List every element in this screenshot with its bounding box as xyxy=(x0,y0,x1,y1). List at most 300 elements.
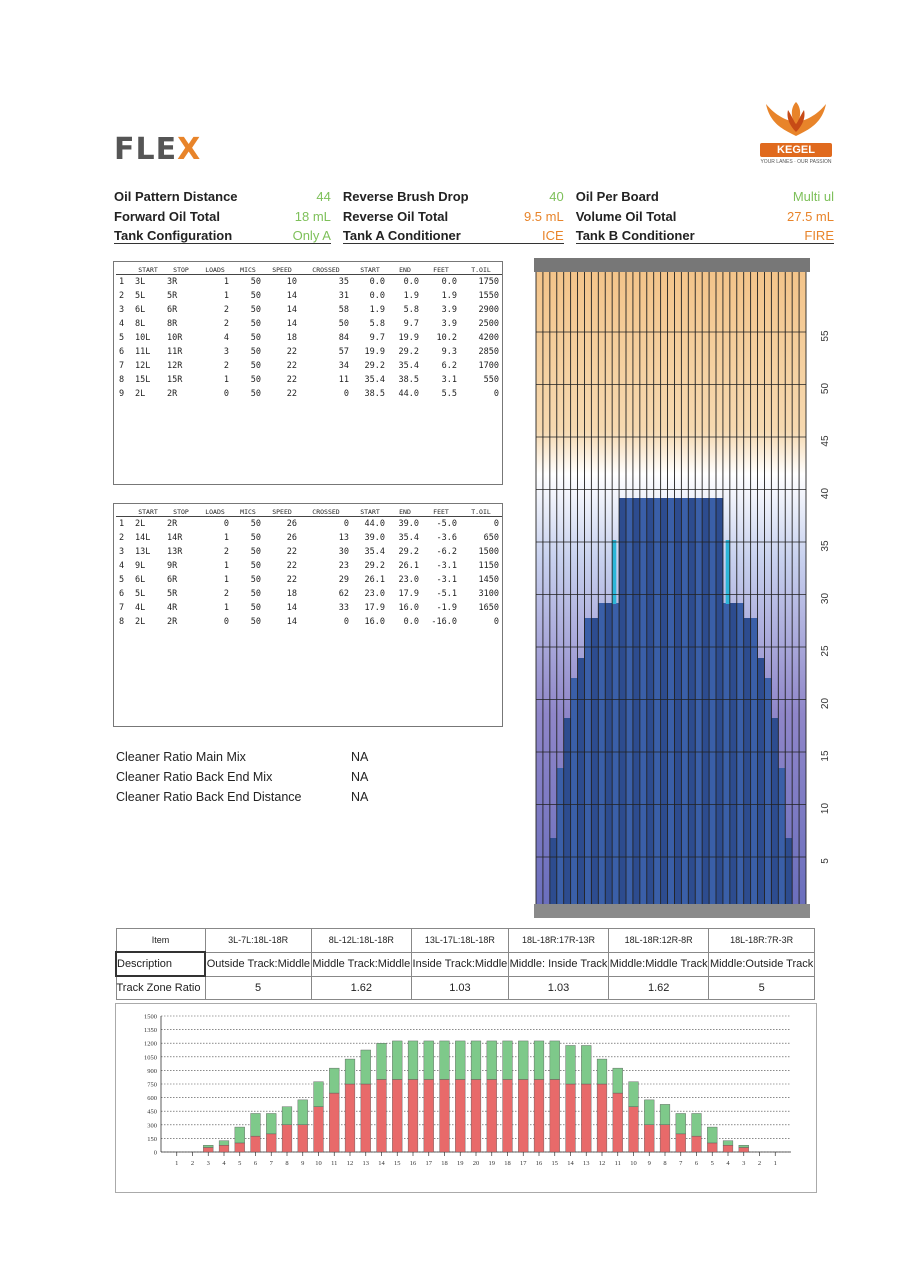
column-header: END xyxy=(388,266,422,275)
cleaner-label: Cleaner Ratio Back End Distance xyxy=(116,790,302,804)
table-cell: 1750 xyxy=(478,277,499,287)
table-row xyxy=(116,559,502,573)
summary-cell xyxy=(114,189,331,204)
ratio-value: 1.62 xyxy=(311,976,411,1000)
bar-segment xyxy=(329,1093,339,1152)
bar-segment xyxy=(487,1079,497,1152)
bar-segment xyxy=(408,1079,418,1152)
x-tick-label: 7 xyxy=(269,1160,273,1167)
bar-segment xyxy=(644,1125,654,1152)
x-tick-label: 20 xyxy=(472,1160,480,1167)
oil-distribution-chart xyxy=(115,1003,817,1193)
x-tick-label: 19 xyxy=(457,1160,464,1167)
column-header: CROSSED xyxy=(300,508,352,517)
table-cell: 0 xyxy=(493,389,499,399)
table-cell: 2 xyxy=(223,319,229,329)
table-cell: 2 xyxy=(223,547,229,557)
table-cell: 13L xyxy=(135,547,151,557)
column-header: FEET xyxy=(422,508,460,517)
table-cell: 0 xyxy=(223,519,229,529)
oil-board-segment xyxy=(737,603,744,904)
oil-board-segment xyxy=(702,498,709,904)
table-cell: 7 xyxy=(119,361,125,371)
x-tick-label: 10 xyxy=(315,1160,322,1167)
bar-segment xyxy=(298,1100,308,1125)
oil-board-segment xyxy=(605,603,612,904)
table-cell: 15L xyxy=(135,375,151,385)
table-cell: 50 xyxy=(250,547,261,557)
bar-segment xyxy=(566,1045,576,1084)
bar-segment xyxy=(550,1041,560,1080)
oil-board-segment xyxy=(661,498,668,904)
table-cell: 2L xyxy=(135,519,146,529)
oil-board-segment xyxy=(654,498,661,904)
table-cell: 1.9 xyxy=(441,291,457,301)
summary-cell xyxy=(576,209,834,224)
cleaner-value: NA xyxy=(351,750,369,764)
table-cell: 29.2 xyxy=(398,547,419,557)
table-cell: 50 xyxy=(250,319,261,329)
ratio-value-label: Track Zone Ratio xyxy=(116,976,205,1000)
ratio-value: 1.62 xyxy=(609,976,709,1000)
bar-segment xyxy=(392,1041,402,1080)
table-cell: 33 xyxy=(338,603,349,613)
bar-segment xyxy=(266,1134,276,1152)
table-cell: 0.0 xyxy=(369,277,385,287)
table-cell: 0 xyxy=(223,389,229,399)
table-cell: 29.2 xyxy=(398,347,419,357)
bar-segment xyxy=(471,1079,481,1152)
x-tick-label: 8 xyxy=(663,1160,667,1167)
table-cell: 6R xyxy=(167,305,178,315)
table-cell: 1700 xyxy=(478,361,499,371)
table-cell: 4 xyxy=(119,319,125,329)
column-header: FEET xyxy=(422,266,460,275)
table-cell: 22 xyxy=(286,361,297,371)
summary-row xyxy=(114,186,834,206)
table-cell: 50 xyxy=(250,561,261,571)
table-cell: 35.4 xyxy=(364,375,385,385)
table-cell: 50 xyxy=(250,333,261,343)
column-header: MICS xyxy=(232,266,264,275)
oil-board-segment xyxy=(626,498,633,904)
distance-label: 40 xyxy=(820,487,831,500)
ratio-value: 1.03 xyxy=(508,976,608,1000)
x-tick-label: 4 xyxy=(222,1160,226,1167)
bar-segment xyxy=(251,1136,261,1152)
forward-oil-table xyxy=(113,261,503,485)
flex-logo: FLEX xyxy=(114,132,202,167)
bar-segment xyxy=(723,1141,733,1146)
column-header: START xyxy=(352,508,388,517)
column-header: START xyxy=(132,508,164,517)
table-cell: 22 xyxy=(286,561,297,571)
bar-segment xyxy=(534,1079,544,1152)
bar-segment xyxy=(739,1145,749,1147)
summary-cell xyxy=(114,209,331,224)
column-header: SPEED xyxy=(264,266,300,275)
table-cell: 17.9 xyxy=(398,589,419,599)
ratio-item-label: Item xyxy=(116,929,205,953)
x-tick-label: 1 xyxy=(773,1160,777,1167)
table-cell: 1 xyxy=(223,561,229,571)
x-tick-label: 10 xyxy=(630,1160,637,1167)
ratio-description: Middle:Outside Track xyxy=(709,952,815,976)
x-tick-label: 12 xyxy=(598,1160,606,1167)
table-cell: 2L xyxy=(135,617,146,627)
table-cell: 5.8 xyxy=(403,305,419,315)
table-cell: 4200 xyxy=(478,333,499,343)
table-cell: 3100 xyxy=(478,589,499,599)
oil-board-segment xyxy=(695,498,702,904)
table-cell: 1500 xyxy=(478,547,499,557)
bar-segment xyxy=(597,1059,607,1084)
table-cell: 5R xyxy=(167,291,178,301)
table-cell: 2850 xyxy=(478,347,499,357)
bar-segment xyxy=(660,1125,670,1152)
summary-label: Reverse Oil Total xyxy=(342,208,449,224)
table-cell: 0 xyxy=(343,617,349,627)
distance-label: 5 xyxy=(820,858,831,864)
table-cell: 16.0 xyxy=(398,603,419,613)
table-cell: 5R xyxy=(167,589,178,599)
cleaner-ratios xyxy=(116,750,368,810)
table-row xyxy=(116,601,502,615)
bar-segment xyxy=(361,1084,371,1152)
oil-board-segment xyxy=(751,618,758,904)
bar-segment xyxy=(629,1107,639,1152)
summary-row xyxy=(114,206,834,226)
x-tick-label: 3 xyxy=(742,1160,746,1167)
oil-board-segment xyxy=(771,718,778,904)
table-cell: 14L xyxy=(135,533,151,543)
oil-board-segment xyxy=(647,498,654,904)
table-cell: -6.2 xyxy=(436,547,457,557)
table-cell: 57 xyxy=(338,347,349,357)
bar-segment xyxy=(440,1041,450,1080)
table-cell: -3.1 xyxy=(436,575,457,585)
table-cell: 23.0 xyxy=(398,575,419,585)
table-cell: 5.8 xyxy=(369,319,385,329)
table-cell: 1 xyxy=(119,519,125,529)
table-cell: 50 xyxy=(250,603,261,613)
cleaner-row xyxy=(116,790,368,810)
summary-cell xyxy=(343,189,564,204)
column-header: LOADS xyxy=(198,266,232,275)
table-cell: 9R xyxy=(167,561,178,571)
distance-label: 10 xyxy=(820,802,831,815)
bar-segment xyxy=(566,1084,576,1152)
table-row xyxy=(116,303,502,317)
table-cell: 5.5 xyxy=(441,389,457,399)
x-tick-label: 14 xyxy=(567,1160,574,1167)
table-cell: 22 xyxy=(286,347,297,357)
table-cell: 11 xyxy=(338,375,349,385)
y-tick-label: 0 xyxy=(153,1149,157,1157)
oil-board-segment xyxy=(591,618,598,904)
cleaner-value: NA xyxy=(351,770,369,784)
table-row xyxy=(116,373,502,387)
table-cell: 5 xyxy=(119,575,125,585)
x-tick-label: 16 xyxy=(409,1160,417,1167)
summary-cell xyxy=(343,209,564,224)
summary-cell xyxy=(343,228,564,244)
table-cell: 50 xyxy=(250,375,261,385)
table-cell: 0 xyxy=(493,519,499,529)
bar-segment xyxy=(487,1041,497,1080)
table-cell: 13 xyxy=(338,533,349,543)
kegel-tagline: YOUR LANES · OUR PASSION xyxy=(760,159,832,165)
oil-board-segment xyxy=(709,498,716,904)
y-tick-label: 150 xyxy=(147,1135,157,1143)
ratio-value-row xyxy=(116,976,815,1000)
bar-segment xyxy=(597,1084,607,1152)
table-row xyxy=(116,275,502,290)
table-cell: 3 xyxy=(119,547,125,557)
table-cell: -3.1 xyxy=(436,561,457,571)
ratio-item: 18L-18R:12R-8R xyxy=(609,929,709,953)
table-cell: 17.9 xyxy=(364,603,385,613)
ratio-item: 13L-17L:18L-18R xyxy=(411,929,508,953)
column-header xyxy=(116,508,132,517)
oil-board-segment xyxy=(598,603,605,904)
column-header: T.OIL xyxy=(460,266,502,275)
table-cell: 2R xyxy=(167,389,178,399)
table-row xyxy=(116,517,502,532)
x-tick-label: 5 xyxy=(238,1160,242,1167)
table-cell: 14 xyxy=(286,319,297,329)
table-row xyxy=(116,331,502,345)
column-header: START xyxy=(132,266,164,275)
x-tick-label: 11 xyxy=(331,1160,338,1167)
table-cell: 19.9 xyxy=(398,333,419,343)
table-cell: 2R xyxy=(167,519,178,529)
table-cell: 2500 xyxy=(478,319,499,329)
table-cell: -5.1 xyxy=(436,589,457,599)
table-cell: 39.0 xyxy=(364,533,385,543)
bar-segment xyxy=(518,1079,528,1152)
ratio-description-label: Description xyxy=(116,952,205,976)
summary-cell xyxy=(576,228,834,244)
bar-segment xyxy=(377,1079,387,1152)
x-tick-label: 13 xyxy=(583,1160,590,1167)
oil-board-segment xyxy=(640,498,647,904)
distance-label: 25 xyxy=(820,645,831,657)
bar-segment xyxy=(581,1084,591,1152)
bar-segment xyxy=(518,1041,528,1080)
table-cell: 1.9 xyxy=(369,305,385,315)
table-cell: 4 xyxy=(223,333,229,343)
table-cell: -1.9 xyxy=(436,603,457,613)
y-tick-label: 900 xyxy=(147,1067,157,1075)
oil-board-segment xyxy=(619,498,626,904)
table-cell: 14 xyxy=(286,305,297,315)
oil-board-segment xyxy=(564,718,571,904)
table-row xyxy=(116,545,502,559)
cleaner-label: Cleaner Ratio Back End Mix xyxy=(116,770,273,784)
bar-segment xyxy=(392,1079,402,1152)
table-cell: 50 xyxy=(250,277,261,287)
column-header: SPEED xyxy=(264,508,300,517)
pattern-summary xyxy=(114,186,834,246)
oil-board-segment xyxy=(764,678,771,904)
x-tick-label: 15 xyxy=(394,1160,401,1167)
bar-segment xyxy=(282,1125,292,1152)
ratio-item: 18L-18R:17R-13R xyxy=(508,929,608,953)
ratio-item: 8L-12L:18L-18R xyxy=(311,929,411,953)
table-cell: 9.3 xyxy=(441,347,457,357)
x-tick-label: 17 xyxy=(520,1160,527,1167)
ratio-description-row xyxy=(116,952,815,976)
table-cell: 4R xyxy=(167,603,178,613)
table-cell: 50 xyxy=(250,575,261,585)
y-tick-label: 1050 xyxy=(144,1054,157,1062)
summary-value: 44 xyxy=(316,188,331,204)
bar-segment xyxy=(503,1041,513,1080)
summary-value: ICE xyxy=(542,228,564,243)
table-cell: 9L xyxy=(135,561,146,571)
table-cell: 3.1 xyxy=(441,375,457,385)
table-cell: 26.1 xyxy=(398,561,419,571)
table-header-row xyxy=(116,508,502,517)
table-cell: 50 xyxy=(250,305,261,315)
bar-segment xyxy=(219,1141,229,1146)
table-cell: 31 xyxy=(338,291,349,301)
ratio-value: 1.03 xyxy=(411,976,508,1000)
table-cell: 14 xyxy=(286,291,297,301)
summary-value: 40 xyxy=(549,188,564,204)
summary-value: Multi ul xyxy=(792,188,834,204)
lane-top-bar xyxy=(534,258,810,272)
table-cell: 650 xyxy=(483,533,499,543)
x-tick-label: 6 xyxy=(253,1160,258,1167)
table-cell: 0 xyxy=(343,519,349,529)
summary-value: 27.5 mL xyxy=(787,208,834,224)
y-tick-label: 600 xyxy=(147,1095,157,1103)
oil-board-segment xyxy=(681,498,688,904)
column-header: END xyxy=(388,508,422,517)
table-cell: 550 xyxy=(483,375,499,385)
track-zone-ratio-table xyxy=(115,928,815,1000)
table-cell: 14R xyxy=(167,533,183,543)
table-cell: 1 xyxy=(223,277,229,287)
oil-board-segment xyxy=(578,658,585,904)
column-header: CROSSED xyxy=(300,266,352,275)
table-cell: 3.9 xyxy=(441,319,457,329)
cleaner-label: Cleaner Ratio Main Mix xyxy=(116,750,246,764)
table-cell: 0.0 xyxy=(403,277,419,287)
x-tick-label: 3 xyxy=(206,1160,210,1167)
table-cell: 35.4 xyxy=(398,361,419,371)
summary-label: Tank Configuration xyxy=(114,228,233,243)
bar-segment xyxy=(692,1113,702,1136)
oil-board-segment xyxy=(633,498,640,904)
cleaner-value: NA xyxy=(351,790,369,804)
table-cell: 19.9 xyxy=(364,347,385,357)
table-cell: 26 xyxy=(286,519,297,529)
table-cell: 2 xyxy=(119,533,125,543)
distance-label: 15 xyxy=(820,750,831,762)
x-tick-label: 13 xyxy=(362,1160,369,1167)
column-header: STOP xyxy=(164,266,198,275)
table-cell: 23.0 xyxy=(364,589,385,599)
table-row xyxy=(116,531,502,545)
table-cell: 84 xyxy=(338,333,349,343)
table-cell: 22 xyxy=(286,547,297,557)
x-tick-label: 12 xyxy=(346,1160,354,1167)
table-cell: 2 xyxy=(223,361,229,371)
table-cell: 6L xyxy=(135,305,146,315)
table-cell: 3.9 xyxy=(441,305,457,315)
table-cell: 2L xyxy=(135,389,146,399)
table-cell: 2900 xyxy=(478,305,499,315)
table-cell: 8 xyxy=(119,617,125,627)
table-cell: 3 xyxy=(223,347,229,357)
bar-segment xyxy=(235,1143,245,1152)
x-tick-label: 14 xyxy=(378,1160,385,1167)
bar-segment xyxy=(581,1045,591,1084)
bar-segment xyxy=(676,1113,686,1133)
bar-segment xyxy=(660,1104,670,1124)
summary-row xyxy=(114,226,834,246)
bar-segment xyxy=(251,1113,261,1136)
table-cell: 15R xyxy=(167,375,183,385)
table-cell: 1 xyxy=(119,277,125,287)
table-cell: 0 xyxy=(493,617,499,627)
column-header: STOP xyxy=(164,508,198,517)
x-tick-label: 6 xyxy=(694,1160,699,1167)
ratio-description: Middle:Middle Track xyxy=(609,952,709,976)
bar-segment xyxy=(692,1136,702,1152)
ratio-description: Outside Track:Middle xyxy=(205,952,311,976)
table-cell: 2 xyxy=(223,589,229,599)
table-cell: 5 xyxy=(119,333,125,343)
x-tick-label: 18 xyxy=(441,1160,448,1167)
summary-label: Oil Pattern Distance xyxy=(114,188,238,204)
bar-segment xyxy=(314,1107,324,1152)
bar-segment xyxy=(471,1041,481,1080)
column-header: T.OIL xyxy=(460,508,502,517)
summary-value: 9.5 mL xyxy=(523,208,564,224)
x-tick-label: 1 xyxy=(175,1160,179,1167)
table-cell: 14 xyxy=(286,617,297,627)
table-cell: 9.7 xyxy=(403,319,419,329)
table-cell: 29 xyxy=(338,575,349,585)
kegel-logo xyxy=(760,100,832,178)
table-cell: 6 xyxy=(119,589,125,599)
oil-board-segment xyxy=(785,838,792,904)
bar-segment xyxy=(219,1145,229,1152)
x-tick-label: 2 xyxy=(757,1160,762,1167)
table-cell: 4 xyxy=(119,561,125,571)
ratio-item: 3L-7L:18L-18R xyxy=(205,929,311,953)
x-tick-label: 2 xyxy=(190,1160,195,1167)
distance-label: 35 xyxy=(820,540,831,552)
y-tick-label: 1500 xyxy=(144,1013,157,1021)
bar-segment xyxy=(266,1113,276,1133)
bar-segment xyxy=(424,1041,434,1080)
table-cell: 5L xyxy=(135,589,146,599)
bar-segment xyxy=(455,1041,465,1080)
table-cell: 8L xyxy=(135,319,146,329)
bar-segment xyxy=(329,1068,339,1093)
bar-segment xyxy=(534,1041,544,1080)
table-cell: 35.4 xyxy=(364,547,385,557)
oil-board-segment xyxy=(723,603,730,904)
x-tick-label: 4 xyxy=(726,1160,730,1167)
table-cell: 22 xyxy=(286,375,297,385)
summary-cell xyxy=(576,189,834,204)
